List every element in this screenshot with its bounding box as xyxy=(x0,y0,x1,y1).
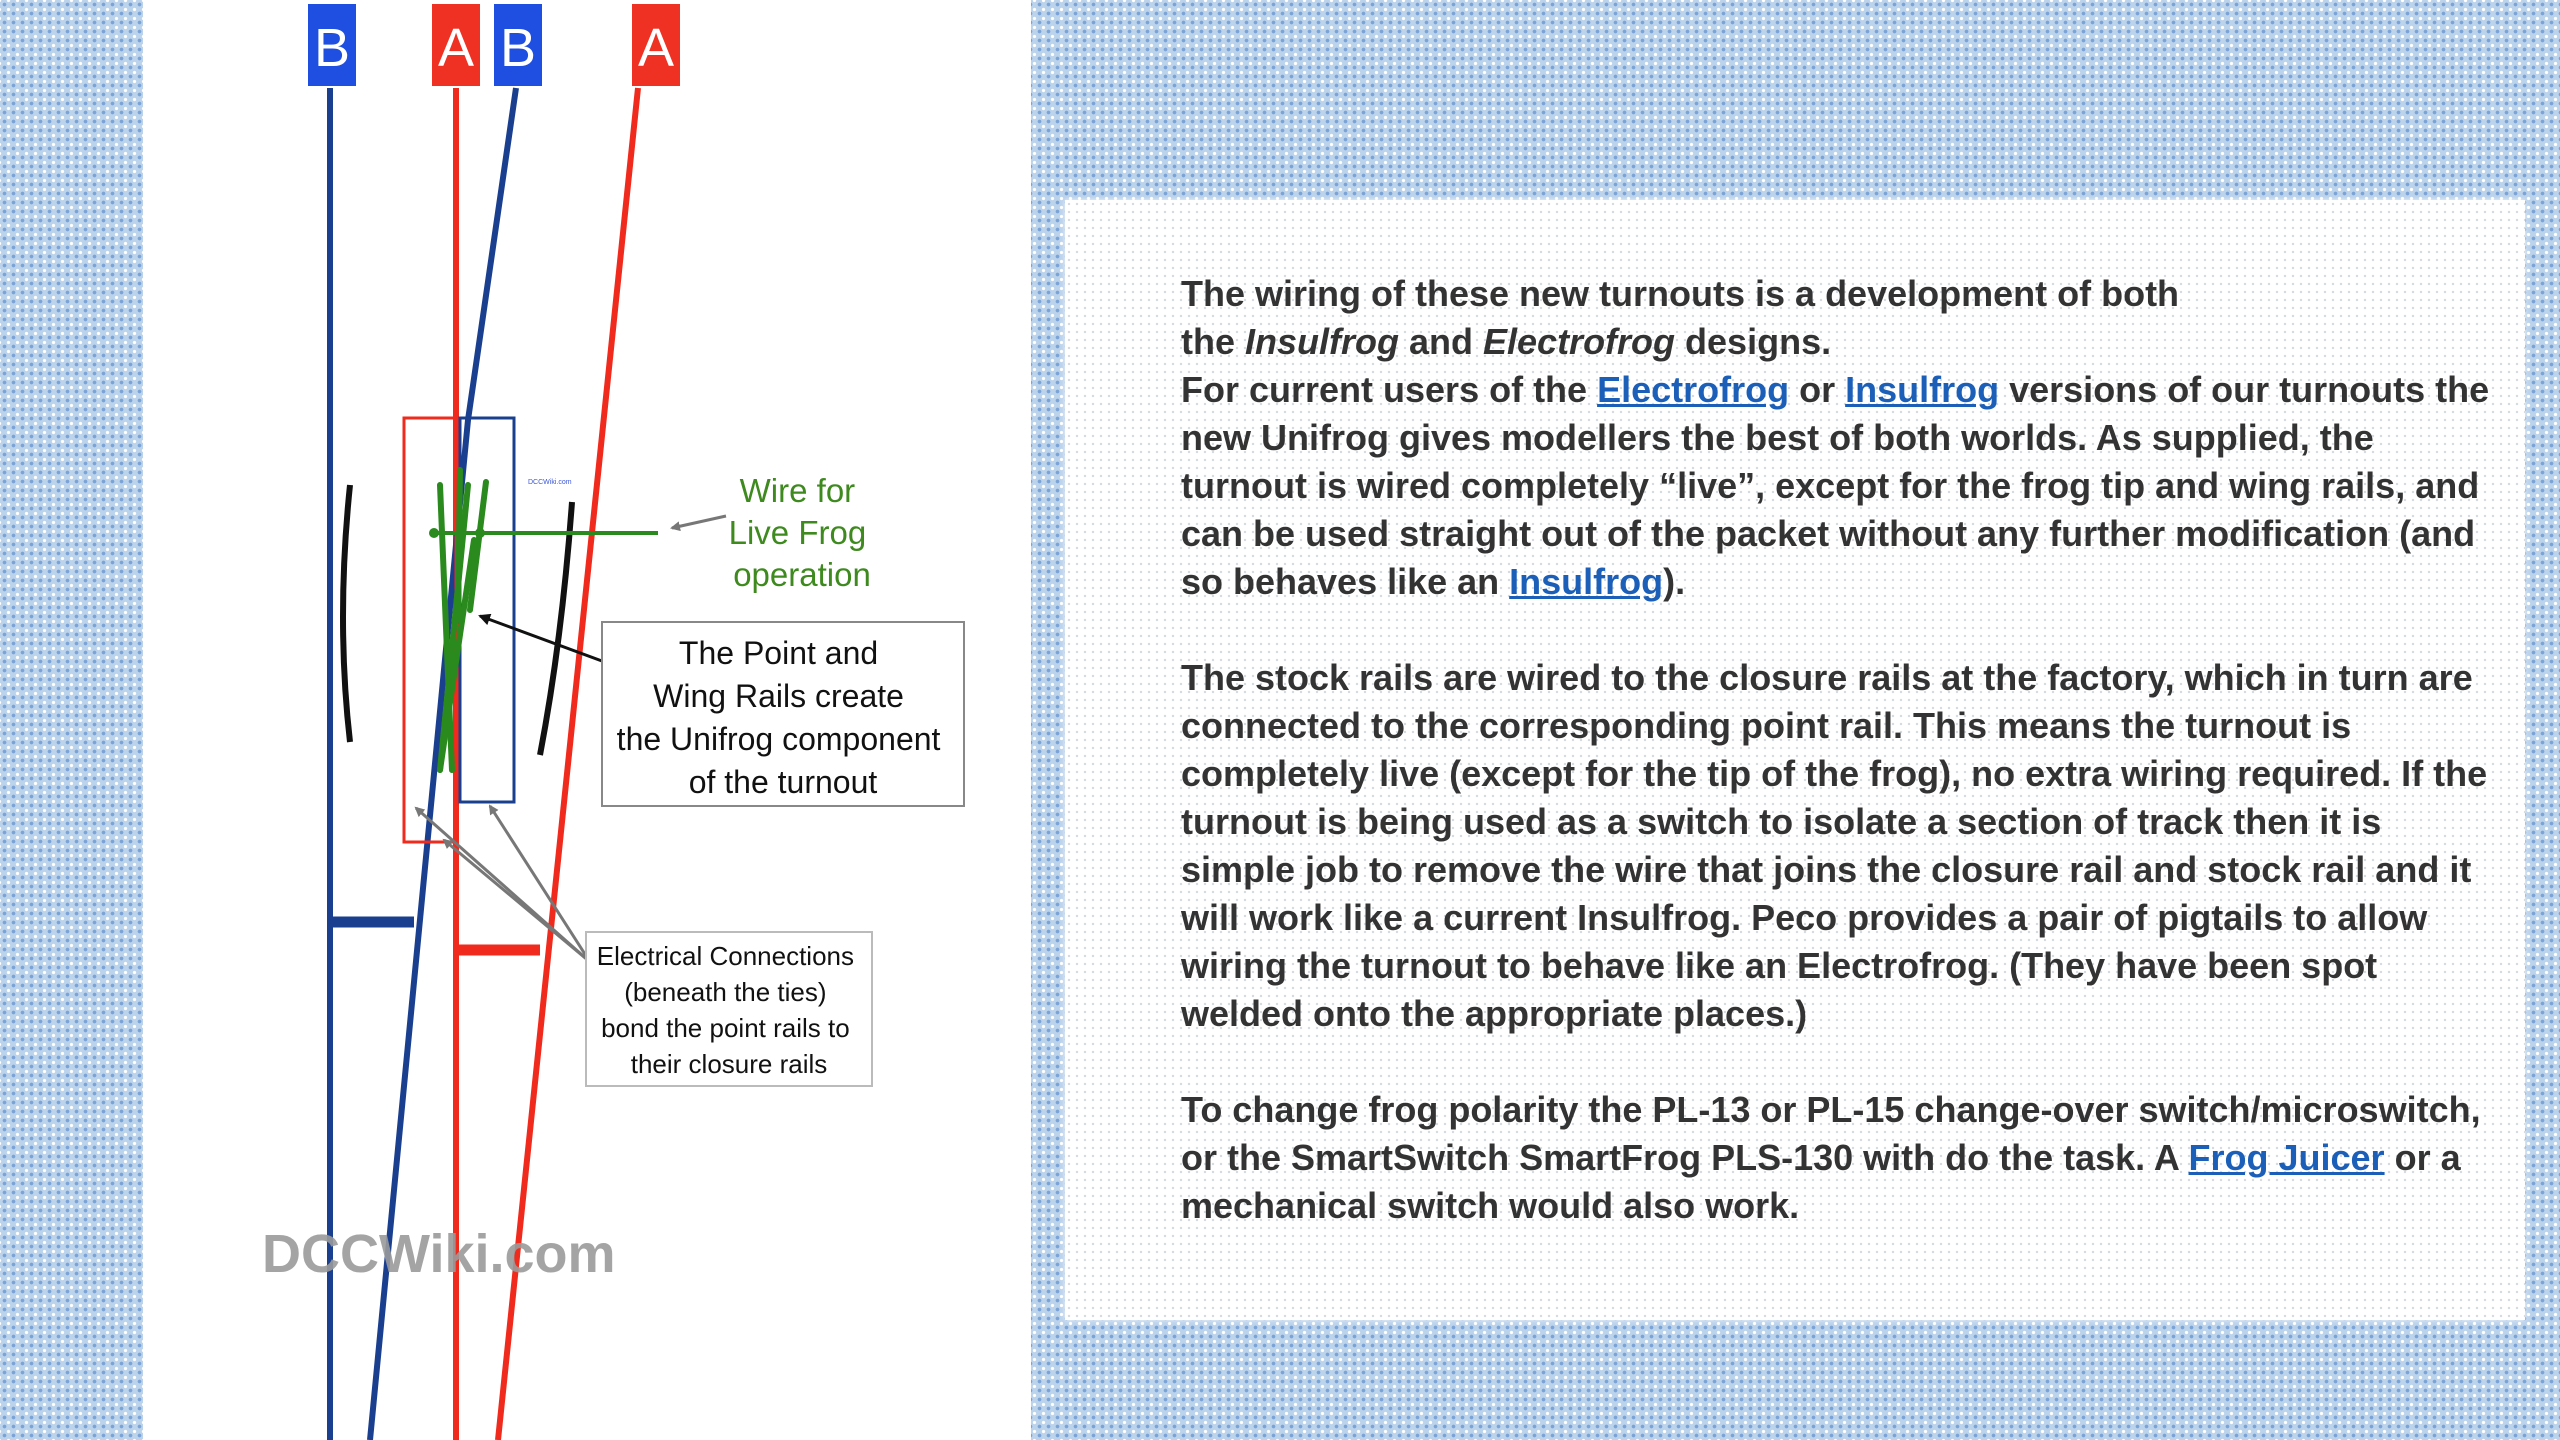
paragraph-frog-polarity xyxy=(1181,1086,2501,1230)
connections-label: Electrical Connections (beneath the ties) bond the point rails to their closure rails xyxy=(596,941,854,1079)
svg-text:A: A xyxy=(637,18,675,78)
tiny-watermark: DCCWiki.com xyxy=(528,479,572,486)
guard-rail-right xyxy=(540,502,572,755)
rail-label-b-right xyxy=(494,4,542,86)
insulfrog-italic: Insulfrog xyxy=(1245,321,1399,362)
connections-arrow-3 xyxy=(490,806,590,962)
p2-text-end: ). xyxy=(1663,561,1686,602)
connections-arrow-2 xyxy=(444,840,590,962)
svg-text:B: B xyxy=(313,18,351,78)
p2-text-pre: For current users of the xyxy=(1181,369,1598,410)
frog-dot-right xyxy=(475,528,485,538)
frog-component xyxy=(440,470,486,770)
rail-label-a-center xyxy=(432,4,480,86)
frog-juicer-link[interactable]: Frog Juicer xyxy=(2188,1137,2385,1178)
electrofrog-italic: Electrofrog xyxy=(1483,321,1676,362)
guard-rail-left xyxy=(343,485,350,742)
intro-text-designs: designs. xyxy=(1675,321,1832,362)
intro-text-and: and xyxy=(1399,321,1484,362)
p4-text-pre: To change frog polarity the PL-13 or PL-15 change-over switch/microswitch, or the SmartSwitch SmartFrog PLS-130 with do the task. A xyxy=(1181,1089,2481,1178)
turnout-wiring-diagram xyxy=(143,0,1031,1440)
electrofrog-link[interactable]: Electrofrog xyxy=(1597,369,1790,410)
wire-label-arrow xyxy=(672,516,726,528)
intro-text-the: the xyxy=(1181,321,1246,362)
article-body xyxy=(1181,270,2501,1278)
p2-text-post: versions of our turnouts the new Unifrog gives modellers the best of both worlds. As supplied, the turnout is wired completely “live”, except for the frog tip and wing rails, and can be used straight out of the packet without any further modification (and so behaves like an xyxy=(1181,369,2490,602)
p2-text-or: or xyxy=(1789,369,1846,410)
article-panel xyxy=(1065,200,2525,1320)
dccwiki-watermark: DCCWiki.com xyxy=(262,1224,616,1284)
rail-label-a-right xyxy=(632,4,680,86)
insulfrog-link[interactable]: Insulfrog xyxy=(1845,369,2000,410)
rail-label-b-left xyxy=(308,4,356,86)
paragraph-stock-rails: The stock rails are wired to the closure rails at the factory, which in turn are connected to the corresponding point rail. This means the turnout is completely live (except for the tip of the frog), no extra wiring required. If the turnout is being used as a switch to isolate a section of track then it is simple job to remove the wire that joins the closure rail and stock rail and it will work like a current Insulfrog. Peco provides a pair of pigtails to allow wiring the turnout to behave like an Electrofrog. (They have been spot welded onto the appropriate places.) xyxy=(1181,657,2488,1034)
wire-label: Wire for Live Frog operation xyxy=(728,472,871,593)
intro-line: The wiring of these new turnouts is a development of both xyxy=(1181,273,2180,314)
p4-text-post: or a mechanical switch would also work. xyxy=(1181,1137,2461,1226)
point-label: The Point and Wing Rails create the Unifrog component of the turnout xyxy=(616,635,941,800)
paragraph-intro xyxy=(1181,270,2501,606)
insulfrog-link-2[interactable]: Insulfrog xyxy=(1509,561,1664,602)
svg-text:B: B xyxy=(499,18,537,78)
frog-dot-left xyxy=(429,528,439,538)
svg-text:A: A xyxy=(437,18,475,78)
